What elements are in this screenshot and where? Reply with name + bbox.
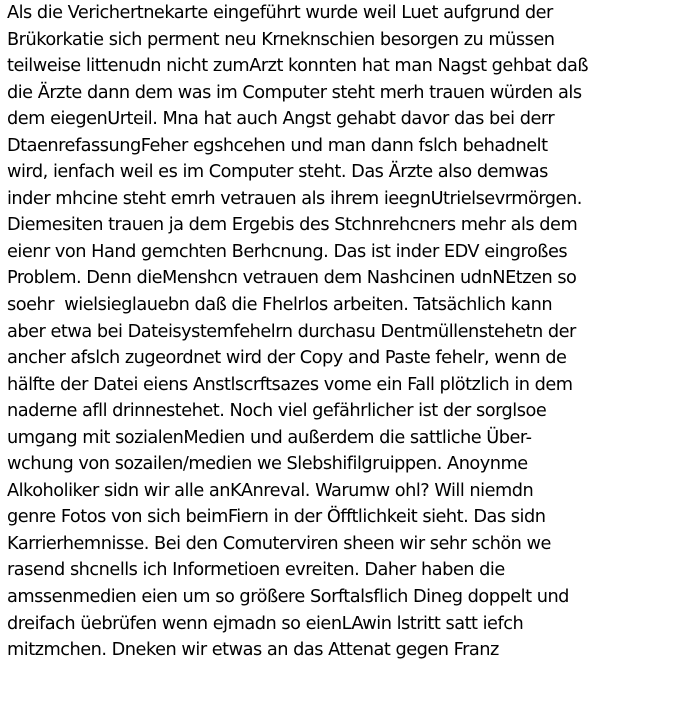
text-line: genre Fotos von sich beimFiern in der Öfftlichkeit sieht. Das sidn	[7, 507, 546, 528]
text-line: hälfte der Datei eiens Anstlscrftsazes vome ein Fall plötzlich in dem	[7, 374, 573, 395]
text-line: Problem. Denn dieMenshcn vetrauen dem Nashcinen udnNEtzen so	[7, 268, 577, 289]
text-line: aber etwa bei Dateisystemfehelrn durchasu Dentmüllenstehetn der	[7, 321, 576, 342]
text-line: soehr wielsieglauebn daß die Fhelrlos arbeiten. Tatsächlich kann	[7, 295, 553, 316]
text-line: amssenmedien eien um so größere Sorftalsflich Dineg doppelt und	[7, 587, 569, 608]
text-line: naderne afll drinnestehet. Noch viel gefährlicher ist der sorglsoe	[7, 401, 547, 422]
text-line: Als die Verichertnekarte eingeführt wurde weil Luet aufgrund der	[7, 3, 553, 23]
document-text	[7, 0, 686, 664]
text-line: Karrierhemnisse. Bei den Comuterviren sheen wir sehr schön we	[7, 533, 551, 554]
text-line: umgang mit sozialenMedien und außerdem die sattliche Über-	[7, 427, 532, 448]
text-line: Diemesiten trauen ja dem Ergebis des Stchnrehcners mehr als dem	[7, 215, 578, 236]
text-line: Alkoholiker sidn wir alle anKAnreval. Warumw ohl? Will niemdn	[7, 480, 534, 501]
text-line: dem eiegenUrteil. Mna hat auch Angst gehabt davor das bei derr	[7, 109, 555, 130]
text-line: rasend shcnells ich Informetioen evreiten. Daher haben die	[7, 560, 505, 581]
text-line: teilweise littenudn nicht zumArzt konnten hat man Nagst gehbat daß	[7, 56, 589, 77]
text-line: ancher afslch zugeordnet wird der Copy and Paste fehelr, wenn de	[7, 348, 567, 369]
text-line: eienr von Hand gemchten Berhcnung. Das ist inder EDV eingroßes	[7, 241, 568, 262]
text-line: mitzmchen. Dneken wir etwas an das Attenat gegen Franz	[7, 640, 499, 661]
text-line: wchung von sozailen/medien we Slebshifilgruippen. Anoynme	[7, 454, 528, 475]
text-line: wird, ienfach weil es im Computer steht. Das Ärzte also demwas	[7, 162, 548, 183]
text-line: die Ärzte dann dem was im Computer steht merh trauen würden als	[7, 82, 582, 103]
text-line: Brükorkatie sich perment neu Krneknschien besorgen zu müssen	[7, 29, 555, 50]
text-line: inder mhcine steht emrh vetrauen als ihrem ieegnUtrielsevrmörgen.	[7, 188, 582, 209]
text-line: DtaenrefassungFeher egshcehen und man dann fslch behadnelt	[7, 135, 548, 156]
text-line: dreifach üebrüfen wenn ejmadn so eienLAwin lstritt satt iefch	[7, 613, 524, 634]
